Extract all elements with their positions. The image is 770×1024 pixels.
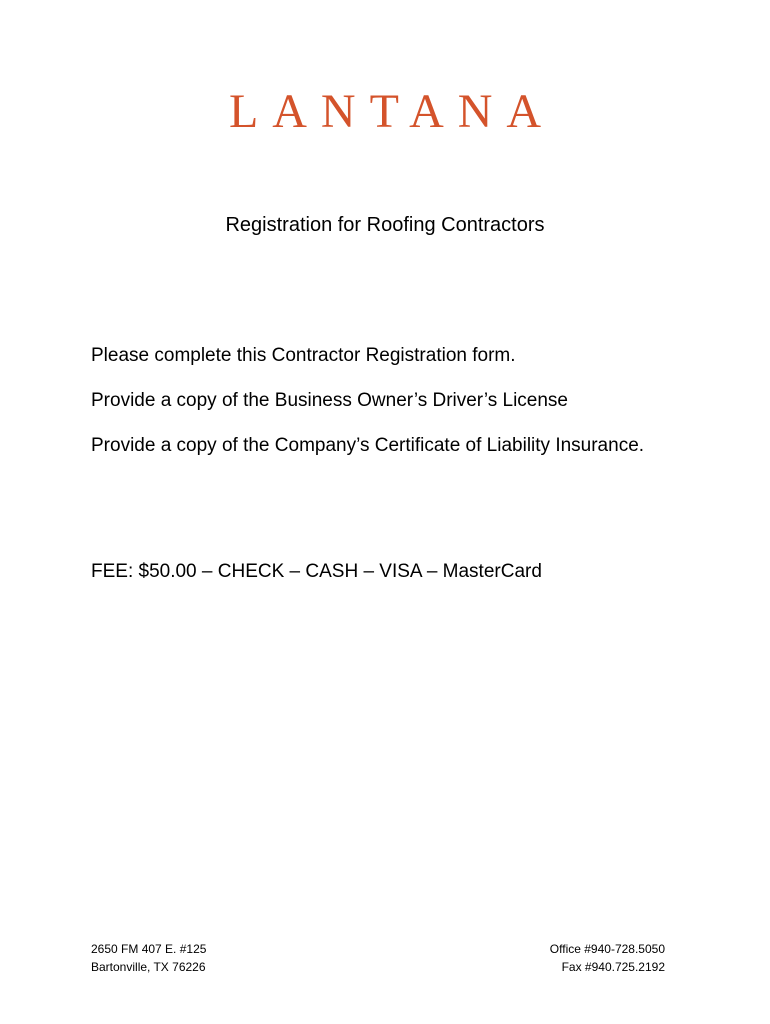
footer-address <box>91 940 391 976</box>
fee-line: FEE: $50.00 – CHECK – CASH – VISA – MasterCard <box>91 561 542 582</box>
footer-contact <box>365 940 665 976</box>
instruction-item: Provide a copy of the Company’s Certificate of Liability Insurance. <box>91 435 645 456</box>
instruction-item: Please complete this Contractor Registration form. <box>91 345 516 366</box>
address-line-1: 2650 FM 407 E. #125 <box>91 942 207 956</box>
lantana-logo: LANTANA <box>228 85 556 138</box>
document-title: Registration for Roofing Contractors <box>225 214 545 236</box>
fax-number: Fax #940.725.2192 <box>561 960 665 974</box>
instruction-item: Provide a copy of the Business Owner’s Driver’s License <box>91 390 568 411</box>
address-line-2: Bartonville, TX 76226 <box>91 960 206 974</box>
instructions-list <box>91 340 651 475</box>
office-phone: Office #940-728.5050 <box>549 942 665 956</box>
